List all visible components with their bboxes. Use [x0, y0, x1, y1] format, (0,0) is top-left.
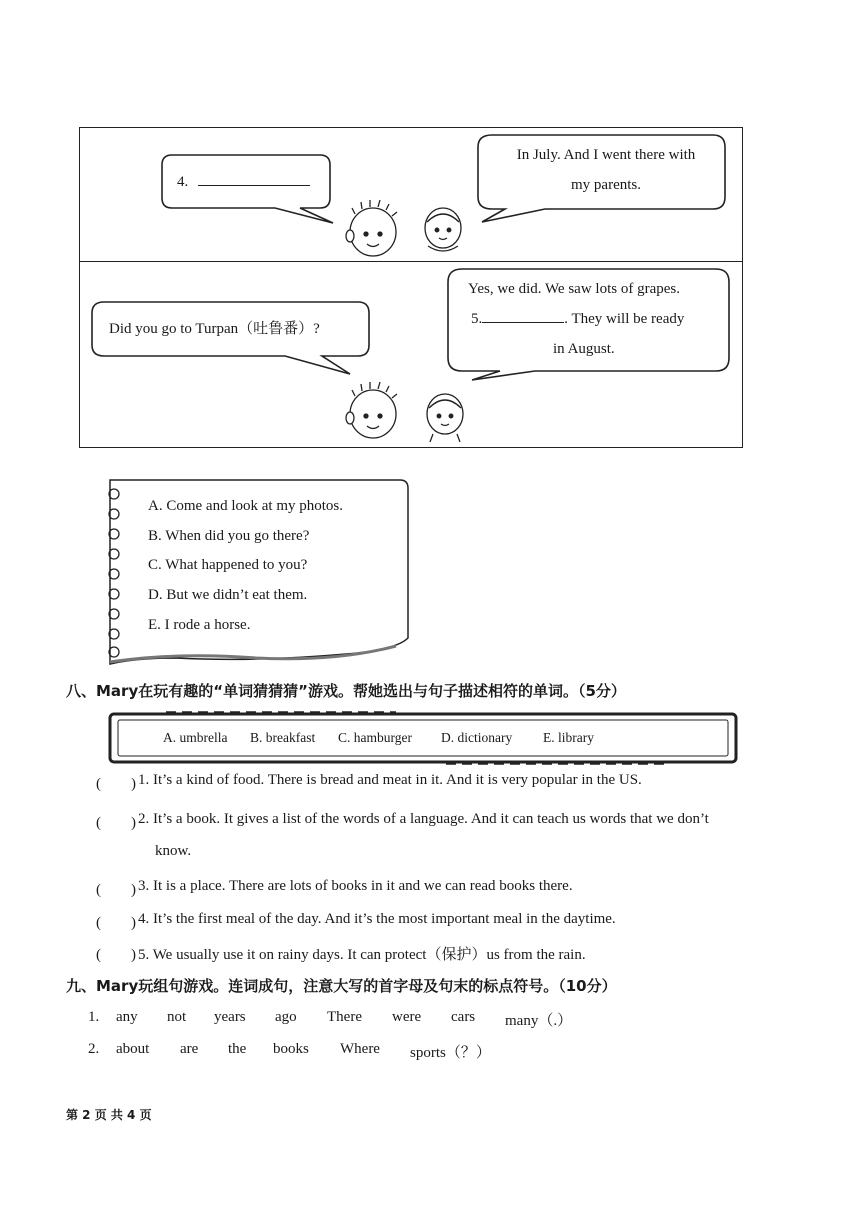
option-d: D. But we didn’t eat them. [148, 587, 308, 603]
option-e: E. I rode a horse. [148, 617, 251, 633]
word-bank-item: D. dictionary [441, 730, 513, 745]
scramble-word: were [392, 1009, 422, 1025]
scramble-word: many（.） [505, 1013, 573, 1029]
answer-blank-4[interactable] [198, 169, 310, 186]
option-b: B. When did you go there? [148, 528, 310, 544]
answer-paren-3[interactable]: ( ) [96, 882, 136, 898]
answer-paren-1[interactable]: ( ) [96, 776, 136, 792]
item-number: 5. [471, 311, 483, 327]
reply-line: In July. And I went there with [516, 147, 696, 163]
girl-icon [427, 394, 463, 442]
scramble-word: are [180, 1041, 199, 1057]
word-bank-item: A. umbrella [163, 730, 228, 745]
option-a: A. Come and look at my photos. [148, 498, 343, 514]
scramble-word: not [167, 1009, 187, 1025]
option-c: C. What happened to you? [148, 557, 308, 573]
scramble-word: about [116, 1041, 150, 1057]
scramble-word: years [214, 1009, 246, 1025]
word-bank-item: C. hamburger [338, 730, 412, 745]
question-2-continuation: know. [155, 843, 192, 859]
section-8-heading: 八、Mary在玩有趣的“单词猜猜猜”游戏。帮她选出与句子描述相符的单词。（5分） [66, 682, 626, 700]
scramble-word: ago [275, 1009, 297, 1025]
page-footer: 第 2 页 共 4 页 [66, 1108, 152, 1122]
answer-paren-4[interactable]: ( ) [96, 915, 136, 931]
item-number: 1. [88, 1009, 100, 1025]
answer-paren-5[interactable]: ( ) [96, 947, 136, 963]
scramble-word: Where [340, 1041, 380, 1057]
word-bank-item: E. library [543, 730, 594, 745]
question-2: 2. It’s a book. It gives a list of the words of a language. And it can teach us words that we don’t [138, 811, 709, 827]
item-number: 4. [177, 174, 189, 190]
bubble-5-question-text: Did you go to Turpan（吐鲁番）? [109, 321, 320, 337]
section-9-heading: 九、Mary玩组句游戏。连词成句，注意大写的首字母及句末的标点符号。（10分） [66, 977, 617, 995]
reply-line-with-blank [465, 304, 715, 334]
bubble-4-prompt [177, 167, 310, 197]
girl-icon [425, 208, 461, 251]
word-bank-item: B. breakfast [250, 730, 316, 745]
question-4: 4. It’s the first meal of the day. And it’s the most important meal in the daytime. [138, 911, 616, 927]
reply-line: my parents. [571, 177, 641, 193]
scramble-word: the [228, 1041, 247, 1057]
scramble-word: cars [451, 1009, 476, 1025]
item-number: 2. [88, 1041, 100, 1057]
bubble-4-reply-text [503, 140, 709, 200]
scramble-word: sports（？） [410, 1045, 491, 1061]
scramble-word: any [116, 1009, 138, 1025]
question-3: 3. It is a place. There are lots of books in it and we can read books there. [138, 878, 573, 894]
answer-blank-5[interactable] [482, 306, 564, 323]
question-1: 1. It’s a kind of food. There is bread and meat in it. And it is very popular in the US. [138, 772, 642, 788]
question-5: 5. We usually use it on rainy days. It can protect（保护）us from the rain. [138, 947, 586, 963]
boy-icon [346, 200, 397, 256]
reply-line: Yes, we did. We saw lots of grapes. [468, 281, 680, 297]
boy-icon [346, 382, 397, 438]
bubble-5-reply-text [465, 274, 715, 364]
answer-paren-2[interactable]: ( ) [96, 815, 136, 831]
scramble-word: There [327, 1009, 362, 1025]
reply-line: in August. [553, 341, 615, 357]
scramble-word: books [273, 1041, 309, 1057]
dialogue-illustration [0, 0, 860, 460]
reply-fragment: . They will be ready [564, 311, 685, 327]
